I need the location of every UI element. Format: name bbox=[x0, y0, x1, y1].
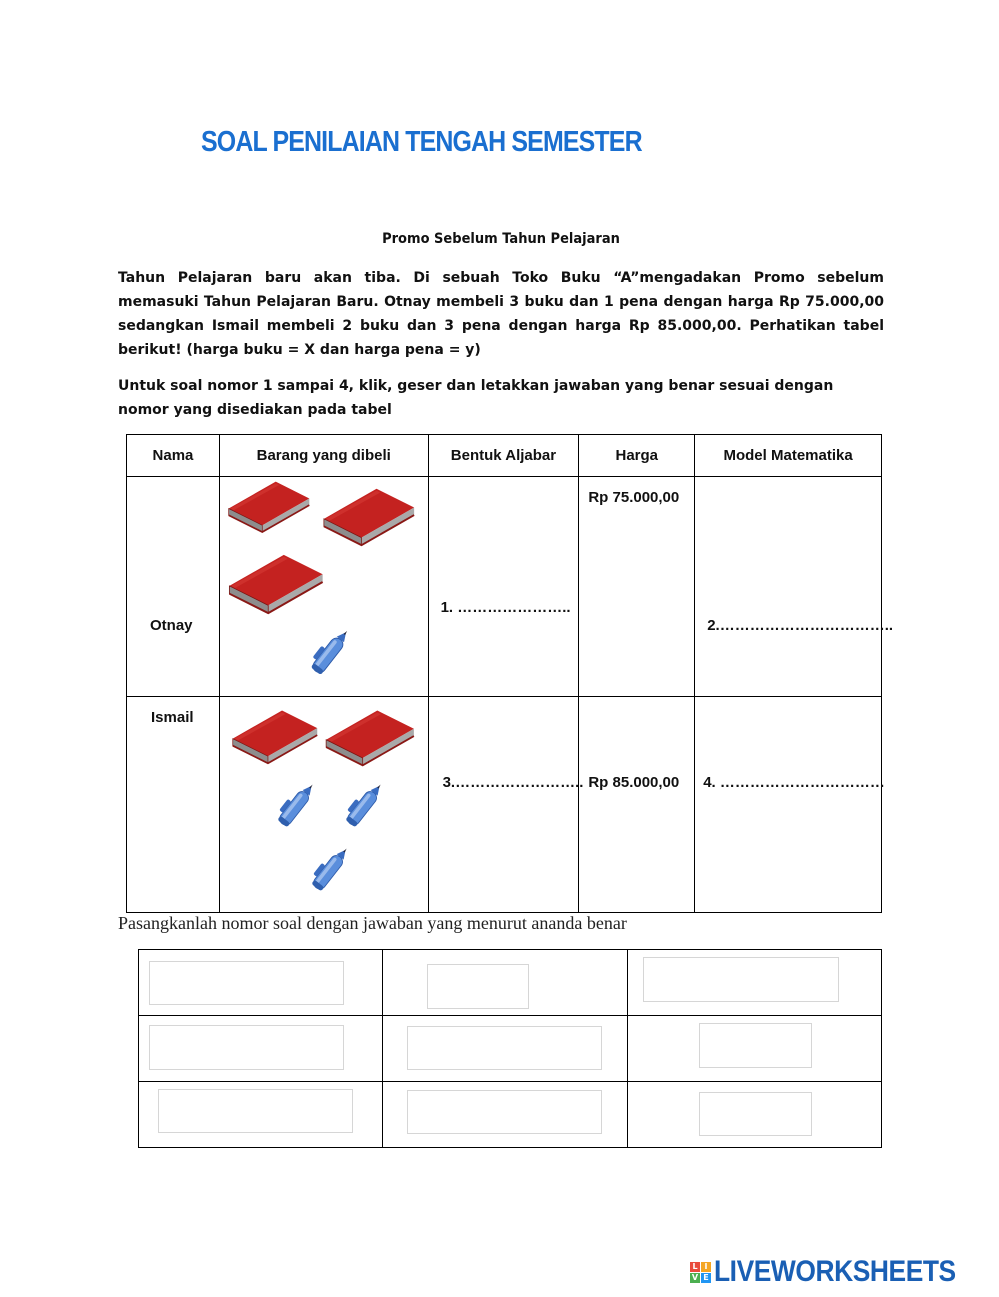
answer-row bbox=[139, 1016, 882, 1082]
answer-cell bbox=[628, 1016, 882, 1082]
answer-cell bbox=[139, 1082, 383, 1148]
answer-cell bbox=[382, 1016, 628, 1082]
name-ismail: Ismail bbox=[151, 709, 194, 726]
header-nama: Nama bbox=[127, 435, 220, 477]
answer-cell bbox=[139, 950, 383, 1016]
draggable-answer-option[interactable] bbox=[158, 1089, 353, 1133]
table-row bbox=[127, 477, 882, 697]
story-paragraph: Tahun Pelajaran baru akan tiba. Di sebuah Toko Buku “A”mengadakan Promo sebelum memasuki Tahun Pelajaran Baru. Otnay membeli 3 buku dan 1 pena dengan harga Rp 75.000,00 sedangkan Ismail membeli 2 buku dan 3 pena dengan harga Rp 85.000,00. Perhatikan tabel berikut! (harga buku = X dan harga pena = y) bbox=[118, 270, 884, 358]
name-otnay: Otnay bbox=[150, 617, 193, 634]
answer-cell bbox=[628, 950, 882, 1016]
pen-icon bbox=[302, 839, 360, 901]
book-icon bbox=[227, 549, 325, 617]
draggable-answer-option[interactable] bbox=[149, 961, 344, 1005]
draggable-answer-option[interactable] bbox=[407, 1026, 602, 1070]
name-cell bbox=[127, 697, 220, 913]
draggable-answer-option[interactable] bbox=[427, 964, 529, 1009]
harga-ismail: Rp 85.000,00 bbox=[588, 774, 680, 791]
draggable-answer-option[interactable] bbox=[643, 957, 839, 1002]
draggable-answer-option[interactable] bbox=[149, 1025, 344, 1070]
draggable-answer-option[interactable] bbox=[407, 1090, 602, 1134]
aljabar-answer-1[interactable]: 1. ………………….. bbox=[440, 599, 571, 616]
header-model: Model Matematika bbox=[695, 435, 882, 477]
answer-options-table bbox=[138, 949, 882, 1148]
liveworksheets-logo bbox=[690, 1257, 989, 1287]
pen-icon bbox=[336, 775, 394, 837]
answer-cell bbox=[382, 950, 628, 1016]
instruction-text: Untuk soal nomor 1 sampai 4, klik, geser dan letakkan jawaban yang benar sesuai dengan nomor yang disediakan pada tabel bbox=[118, 378, 834, 418]
name-cell bbox=[127, 477, 220, 697]
answer-row bbox=[139, 1082, 882, 1148]
pen-icon bbox=[268, 775, 326, 837]
draggable-answer-option[interactable] bbox=[699, 1023, 812, 1068]
pen-icon bbox=[300, 621, 362, 685]
model-answer-2[interactable]: 2.…………………………….. bbox=[707, 617, 894, 634]
model-answer-4[interactable]: 4. …………………………… bbox=[703, 774, 885, 791]
matching-instruction: Pasangkanlah nomor soal dengan jawaban yang menurut ananda benar bbox=[118, 913, 627, 933]
purchase-table bbox=[126, 434, 894, 913]
draggable-answer-option[interactable] bbox=[699, 1092, 812, 1136]
answer-cell bbox=[382, 1082, 628, 1148]
aljabar-cell[interactable] bbox=[428, 477, 579, 697]
model-cell[interactable] bbox=[695, 697, 885, 913]
header-aljabar: Bentuk Aljabar bbox=[428, 435, 579, 477]
logo-square: E bbox=[701, 1273, 711, 1283]
logo-mark-icon bbox=[690, 1262, 711, 1283]
harga-cell bbox=[579, 697, 695, 913]
logo-square: L bbox=[690, 1262, 700, 1272]
book-icon bbox=[322, 483, 416, 549]
answer-cell bbox=[139, 1016, 383, 1082]
book-icon bbox=[324, 705, 416, 769]
book-icon bbox=[231, 704, 319, 768]
answer-cell bbox=[628, 1082, 882, 1148]
header-harga: Harga bbox=[579, 435, 695, 477]
logo-square: I bbox=[701, 1262, 711, 1272]
logo-square: V bbox=[691, 1272, 699, 1282]
book-icon bbox=[227, 476, 311, 536]
story-subtitle: Promo Sebelum Tahun Pelajaran bbox=[382, 231, 620, 247]
items-cell bbox=[219, 697, 428, 913]
items-cell bbox=[219, 477, 428, 697]
harga-otnay: Rp 75.000,00 bbox=[588, 489, 680, 506]
aljabar-cell[interactable] bbox=[428, 697, 584, 913]
model-cell[interactable] bbox=[695, 477, 894, 697]
table-header-row bbox=[127, 435, 882, 477]
worksheet-title: SOAL PENILAIAN TENGAH SEMESTER bbox=[201, 126, 642, 158]
table-row bbox=[127, 697, 882, 913]
header-barang: Barang yang dibeli bbox=[219, 435, 428, 477]
logo-text: LIVEWORKSHEETS bbox=[714, 1255, 956, 1288]
aljabar-answer-3[interactable]: 3.…………………….. bbox=[442, 774, 584, 791]
harga-cell bbox=[579, 477, 695, 697]
answer-row bbox=[139, 950, 882, 1016]
